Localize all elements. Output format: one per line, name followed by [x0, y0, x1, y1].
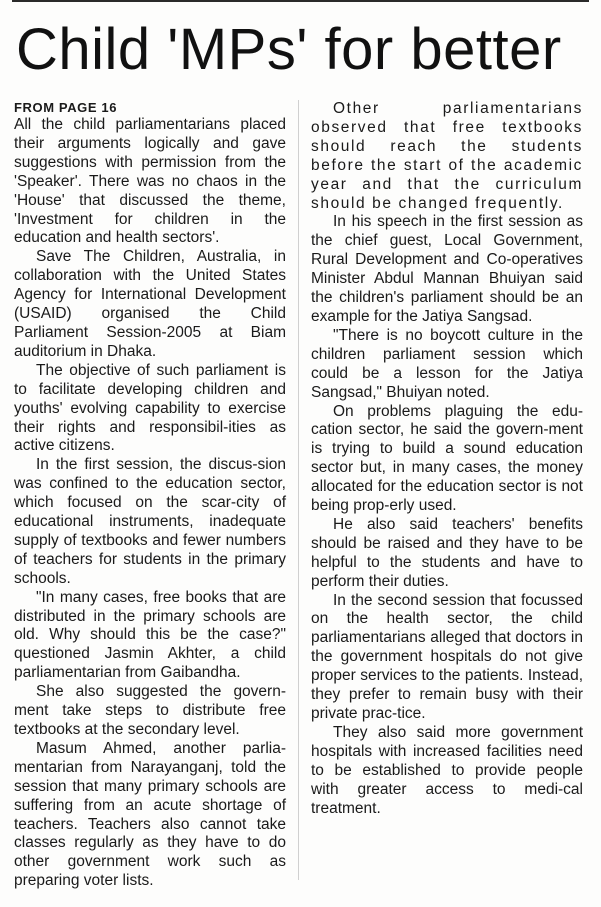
- top-rule: [12, 0, 589, 2]
- column-divider: [298, 100, 299, 880]
- paragraph: They also said more government hospitals with increased facilities need to be established to provide people with greater access to medi-cal treatment.: [311, 723, 583, 817]
- paragraph: He also said teachers' benefits should be raised and they have to be helpful to the students and have to perform their duties.: [311, 515, 583, 590]
- paragraph: In his speech in the first session as the chief guest, Local Government, Rural Development and Co-operatives Minister Abdul Mannan Bhuiyan said the children's parliament should be an example for the Jatiya Sangsad.: [311, 213, 583, 325]
- paragraph: "There is no boycott culture in the children parliament session which could be a lesson for the Jatiya Sangsad," Bhuiyan noted.: [311, 326, 583, 401]
- paragraph: "In many cases, free books that are distributed in the primary schools are old. Why should this be the case?" questioned Jasmin Akhter, a child parliamentarian from Gaibandha.: [14, 588, 286, 682]
- paragraph: She also suggested the govern-ment take steps to distribute free textbooks at the secondary level.: [14, 683, 286, 738]
- paragraph: Masum Ahmed, another parlia-mentarian from Narayanganj, told the session that many primary schools are suffering from an acute shortage of teachers. Teachers also cannot take classes regularly as they have to do other government work such as preparing voter lists.: [14, 739, 286, 890]
- right-column: [311, 100, 583, 818]
- paragraph: In the first session, the discus-sion was confined to the education sector, which focused on the scar-city of educational instruments, inadequate supply of textbooks and fewer numbers of teachers for students in the primary schools.: [14, 456, 286, 587]
- paragraph: The objective of such parliament is to facilitate developing children and youths' evolving capability to exercise their rights and responsibil-ities as active citizens.: [14, 361, 286, 455]
- kicker: FROM PAGE 16: [14, 100, 118, 115]
- paragraph: All the child parliamentarians placed their arguments logically and gave suggestions with permission from the 'Speaker'. There was no chaos in the 'House' that discussed the theme, 'Investment for children in the education and health sectors'.: [14, 116, 286, 247]
- paragraph: On problems plaguing the edu-cation sector, he said the govern-ment is trying to build a sound education sector but, in many cases, the money allocated for the education sector is not being prop-erly used.: [311, 402, 583, 515]
- left-column: [14, 100, 286, 891]
- paragraph: Save The Children, Australia, in collaboration with the United States Agency for International Development (USAID) organised the Child Parliament Session-2005 at Biam auditorium in Dhaka.: [14, 248, 286, 360]
- paragraph: Other parliamentarians observed that free textbooks should reach the students before the start of the academic year and that the curriculum should be changed frequently.: [311, 100, 583, 212]
- headline: Child 'MPs' for better: [16, 17, 562, 82]
- paragraph: In the second session that focussed on the health sector, the child parliamentarians alleged that doctors in the government hospitals do not give proper services to the patients. Instead, they prefer to remain busy with their private prac-tice.: [311, 591, 583, 722]
